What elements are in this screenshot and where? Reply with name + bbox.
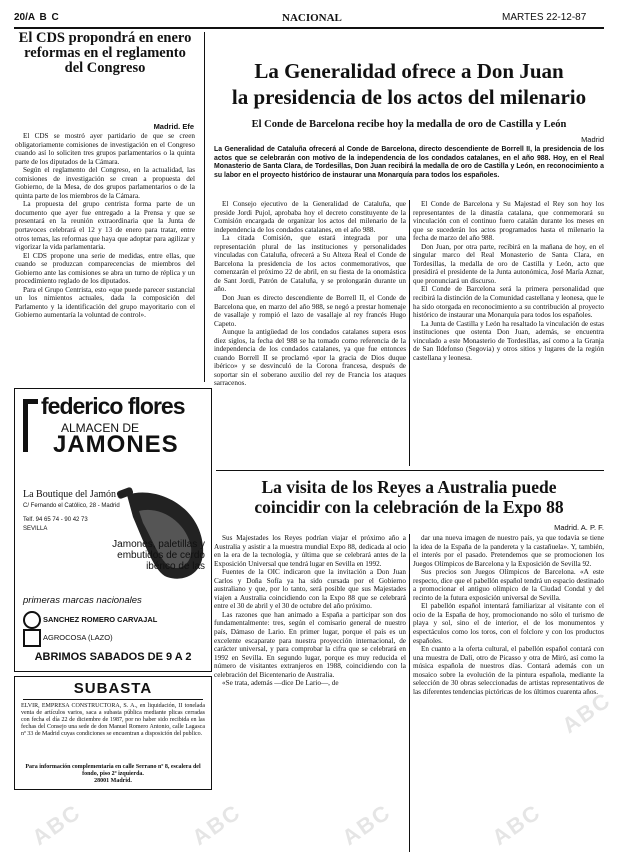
ad-partner-2: AGROCOSA (LAZO) [43, 633, 113, 642]
ad-partner-1: SANCHEZ ROMERO CARVAJAL [43, 615, 158, 624]
abc-watermark: ABC [27, 798, 86, 851]
ad-products-tail: primeras marcas nacionales [23, 595, 142, 606]
paragraph: El Conde de Barcelona y Su Majestad el Rey son hoy los representantes de la dinastía catalana, que conmemorará su vinculación con el continuo fuero catalán durante los meses en que se sucederán los actos programados hasta el milenario la fecha de marzo del año 988. [413, 200, 604, 243]
paragraph: El Consejo ejecutivo de la Generalidad de Cataluña, que preside Jordi Pujol, aprobaba hoy el decreto constituyente de la Comisión encargada de organizar los actos del milenario de la independencia de los condados catalanes, en el año 988. [214, 200, 406, 234]
generalidad-lead: La Generalidad de Cataluña ofrecerá al Conde de Barcelona, directo descendiente de Borrell II, la presidencia de los actos que se celebrarán con motivo de la independencia de los condados catalanes, en el año 988. Hoy, en el Real Monasterio de Santa Clara, de Tordesillas, Don Juan recibirá la medalla de oro de Castilla y León, en reconocimiento a su labor en el proyecto histórico de instaurar una Monarquía para todos los españoles. [214, 146, 604, 179]
subasta-rule [23, 699, 203, 700]
paragraph: Sus Majestades los Reyes podrían viajar el próximo año a Australia y asistir a la muestra mundial Expo 88, dedicada al ocio en la era de la tecnología, y última que se celebrará antes de la Exposición Universal que tendrá lugar en Sevilla en 1992. [214, 534, 406, 568]
paragraph: En cuanto a la oferta cultural, el pabellón español contará con una muestra de Dalí, otro de Picasso y otra de Miró, así como la música española de nuestros días. Contará además con un mosaico sobre la evolución de la pintura española, mediante la selección de 30 obras seleccionadas de artistas representativos de las diferentes tendencias pictóricas de los últimos cuarenta años. [413, 645, 604, 696]
paragraph: Según el reglamento del Congreso, en la actualidad, las comisiones de investigación se crean a propuesta del Gobierno, de la Mesa, de dos grupos parlamentarios o de la quinta parte de los miembros de la Cámara. [15, 166, 195, 200]
partner-logo-2 [23, 629, 41, 647]
paragraph: La citada Comisión, que estará integrada por una representación plural de las instituciones y personalidades vinculadas con Cataluña, ofrecerá a Su Alteza Real el Conde de Barcelona la presidencia de los actos conmemorativos, que comenzarán el próximo 22 de abril, en su fiesta de la onomástica de Sant Jordi, Patrón de Cataluña, y se prolongarán durante un año. [214, 234, 406, 294]
ad-hours: ABRIMOS SABADOS DE 9 A 2 [34, 651, 192, 663]
ad-subtitle: ALMACEN DE [61, 421, 140, 435]
cds-body [15, 132, 195, 378]
paragraph: Don Juan, por otra parte, recibirá en la mañana de hoy, en el singular marco del Real Monasterio de Santa Clara, en Tordesillas, la medalla de oro de Castilla y León, acto que presidirá el presidente de la Junta autonómica, José María Aznar, que pronunciará un discurso. [413, 242, 604, 285]
generalidad-deck: El Conde de Barcelona recibe hoy la medalla de oro de Castilla y León [251, 119, 567, 130]
subasta-city: 28001 Madrid. [94, 778, 132, 784]
generalidad-col-2 [413, 200, 604, 466]
cds-byline: Madrid. Efe [153, 122, 194, 131]
ad-jamones [14, 388, 212, 672]
page-number: 20/A B C [14, 12, 60, 23]
paragraph: Las razones que han animado a España a participar son dos fundamentalmente: tres, según el comisario general de nuestro país, Dámaso de Lario. En primer lugar, porque el país es un excelente escaparate para nuestra proyección internacional, de carácter universal, y para comprobar la cifra que se celebrará en 1992 en Sevilla. En segundo lugar, porque es muy reducida el número de visitantes extranjeros en 1988, coincidiendo con la celebración del Bicentenario de Australia. [214, 610, 406, 679]
paragraph: El CDS propone una serie de medidas, entre ellas, que cuando se produzcan comparecencias de miembros del Gobierno ante las comisiones se abra un turno de réplica y un procedimiento reglado de los diputados. [15, 251, 195, 286]
abc-watermark: ABC [487, 798, 546, 851]
paragraph: «Se trata, además —dice De Lario—, de [222, 679, 339, 688]
abc-watermark: ABC [187, 798, 246, 851]
reyes-headline-2: coincidir con la celebración de la Expo 88 [254, 497, 564, 517]
generalidad-col-1 [214, 200, 406, 466]
header-rule [14, 27, 604, 29]
paragraph: dar una nueva imagen de nuestro país, ya que todavía se tiene la idea de la España de la pandereta y la castañuela». Y, también, el interés por el pasado. Pretendemos que se promocionen los Juegos Olímpicos de Barcelona y la Exposición de Sevilla 92. [413, 534, 604, 568]
reyes-byline: Madrid. A. P. F. [554, 523, 604, 532]
reyes-col-divider [409, 534, 410, 852]
ad-address: C/ Fernando el Católico, 28 - Madrid [23, 503, 120, 509]
column-divider [204, 32, 205, 382]
paragraph: Sus precios son Juegos Olímpicos de Barcelona. «A este respecto, dice que el pabellón español tendrá un espacio destinado a promocionar el antiguo olímpico de la Ciudad Condal y del recinto de la futura exposición universal de Sevilla. [413, 568, 604, 602]
reyes-col-2 [413, 534, 604, 852]
paragraph: Aunque la antigüedad de los condados catalanes supera esos diez siglos, la fecha del 988 se ha tomado como referencia de la independencia de los condados catalanes, ya que fue entonces cuando Borrell II se proclamó «por la gracia de Dios duque ibérico» y se desvinculó de la Corona francesa, después de soportar sin el soberano auxilio del rey de Francia los ataques sarracenos. [214, 328, 406, 388]
reyes-headline-1: La visita de los Reyes a Australia puede [261, 477, 557, 497]
subasta-title: SUBASTA [73, 680, 153, 697]
ad-tagline: La Boutique del Jamón [23, 489, 117, 500]
issue-date: MARTES 22-12-87 [502, 12, 587, 23]
subasta-info: Para información complementaria en calle Serrano nº 8, escalera del fondo, piso 2º izquierda. [25, 764, 201, 777]
abc-watermark: ABC [337, 798, 396, 851]
paragraph: La propuesta del grupo centrista forma parte de un documento que ayer fue entregado a la Prensa y que se presentará en la reunión extraordinaria que la Junta de portavoces celebrará el 12 y 13 de enero para tratar, entre otros temas, las reformas que haya que adoptar para agilizar y vigorizar la vida parlamentaria. [15, 200, 195, 252]
subasta-text: ELVIR, EMPRESA CONSTRUCTORA, S. A., en liquidación, II tonelada venta de artículos varios, saca a subasta pública mediante plicas cerradas con fecha el día 22 de diciembre de 1987, por no haber sido recibida en las fechas del Consejo una sede de don Manuel Romero Antonio, calle Lagasca nº 33 de Madrid cuyas condiciones se encuentran a disposición del publico. [21, 703, 205, 737]
story-separator [216, 470, 604, 471]
section-title: NACIONAL [282, 12, 342, 24]
partner-logo-1 [23, 611, 41, 629]
ad-product: JAMONES [53, 431, 179, 458]
paragraph: Fuentes de la OIC indicaron que la invitación a Don Juan Carlos y Doña Sofía ya ha sido cursada por el Gobierno australiano y que, por lo tanto, será posible que sus Majestades viajen a Australia coincidiendo con la Expo 88 que se celebrará entre el 30 de abril y el 30 de octubre del año próximo. [214, 568, 406, 611]
ad-phone: Telf. 94 65 74 - 90 42 73 [23, 517, 88, 523]
abc-watermark: ABC [557, 686, 616, 739]
generalidad-col-divider [409, 200, 410, 466]
paragraph: El pabellón español intentará familiarizar al visitante con el ocio de la España de hoy, promocionando no sólo el turismo de playa y sol, sino el de interior, el de los monumentos y espectáculos como los toros, con el folclore y con los productos españoles. [413, 602, 604, 645]
paragraph: El Conde de Barcelona será la primera personalidad que recibirá la distinción de la Comunidad castellana y leonesa, que le ha sido otorgada en reconocimiento a su contribución al proyecto histórico de instaurar una Monarquía para todos los españoles. [413, 285, 604, 320]
generalidad-headline-1: La Generalidad ofrece a Don Juan [254, 59, 564, 83]
cds-headline: El CDS propondrá en enero reformas en el reglamento del Congreso [18, 30, 192, 77]
paragraph: Don Juan es directo descendiente de Borrell II, el Conde de Barcelona que, en marzo del año 988, se negó a prestar homenaje de vasallaje y rompió el lazo de vasallaje al rey francés Hugo Capeto. [214, 294, 406, 328]
paragraph: Para el Grupo Centrista, esto «que puede parecer sustancial un los nimientos actuales, dada la composición del Parlamento y la identificación del grupo mayoritario con el Gobierno aumentaría la voluntad de control». [15, 285, 195, 320]
generalidad-byline: Madrid [581, 135, 604, 144]
ad-brand: federico flores [41, 393, 185, 419]
ad-subasta [14, 676, 212, 790]
paragraph: El CDS se mostró ayer partidario de que se creen obligatoriamente comisiones de investigación en el Congreso cuando así lo soliciten tres grupos parlamentarios o la quinta parte de los diputados de la Cámara. [15, 132, 195, 166]
ad-logo-bracket [23, 399, 38, 452]
ad-products: Jamones, paletillas y embutidos de cerdo ibérico de las [112, 539, 205, 572]
generalidad-headline-2: la presidencia de los actos del milenario [231, 85, 587, 109]
ad-city: SEVILLA [23, 526, 48, 532]
paragraph: La Junta de Castilla y León ha resaltado la vinculación de estas instituciones que ostenta Don Juan, además, se encuentra vinculado a este Monasterio de Tordesillas, así como a la Granja de San Ildefonso (Segovia) y otros sitios y lugares de la región castellana y leonesa. [413, 319, 604, 362]
